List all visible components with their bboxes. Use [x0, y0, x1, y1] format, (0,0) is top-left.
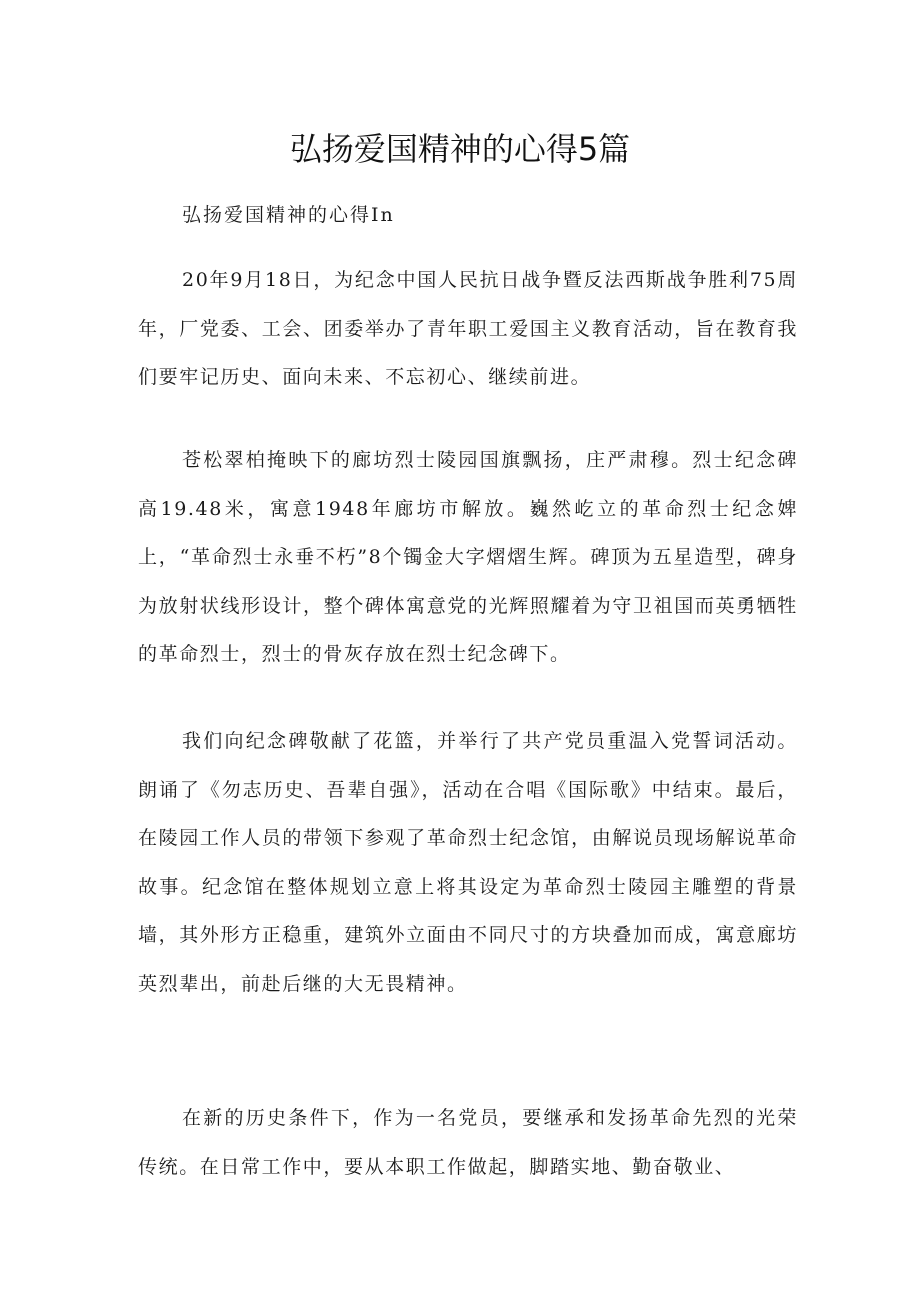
- document-title: 弘扬爱国精神的心得5篇: [289, 130, 631, 168]
- section-heading: 弘扬爱国精神的心得In: [182, 204, 395, 226]
- paragraph-4: 在新的历史条件下，作为一名党员，要继承和发扬革命先烈的光荣传统。在日常工作中，要从本职工作做起，脚踏实地、勤奋敬业、: [138, 1107, 798, 1178]
- paragraph-2: 苍松翠柏掩映下的廊坊烈士陵园国旗飘扬，庄严肃穆。烈士纪念碑高19.48米，寓意1948年廊坊市解放。巍然屹立的革命烈士纪念婢上，“革命烈士永垂不朽”8个镯金大字熠熠生辉。碑顶为五星造型，碑身为放射状线形设计，整个碑体寓意党的光辉照耀着为守卫祖国而英勇牺牲的革命烈士，烈士的骨灰存放在烈士纪念碑下。: [138, 449, 798, 665]
- paragraph-1: 20年9月18日，为纪念中国人民抗日战争暨反法西斯战争胜利75周年，厂党委、工会、团委举办了青年职工爱国主义教育活动，旨在教育我们要牢记历史、面向未来、不忘初心、继续前进。: [138, 269, 798, 388]
- paragraph-3: 我们向纪念碑敬献了花篮，并举行了共产党员重温入党誓词活动。朗诵了《勿志历史、吾辈自强》，活动在合唱《国际歌》中结束。最后，在陵园工作人员的带领下参观了革命烈士纪念馆，由解说员现场解说革命故事。纪念馆在整体规划立意上将其设定为革命烈士陵园主雕塑的背景墙，其外形方正稳重，建筑外立面由不同尺寸的方块叠加而成，寓意廊坊英烈辈出，前赴后继的大无畏精神。: [138, 730, 798, 995]
